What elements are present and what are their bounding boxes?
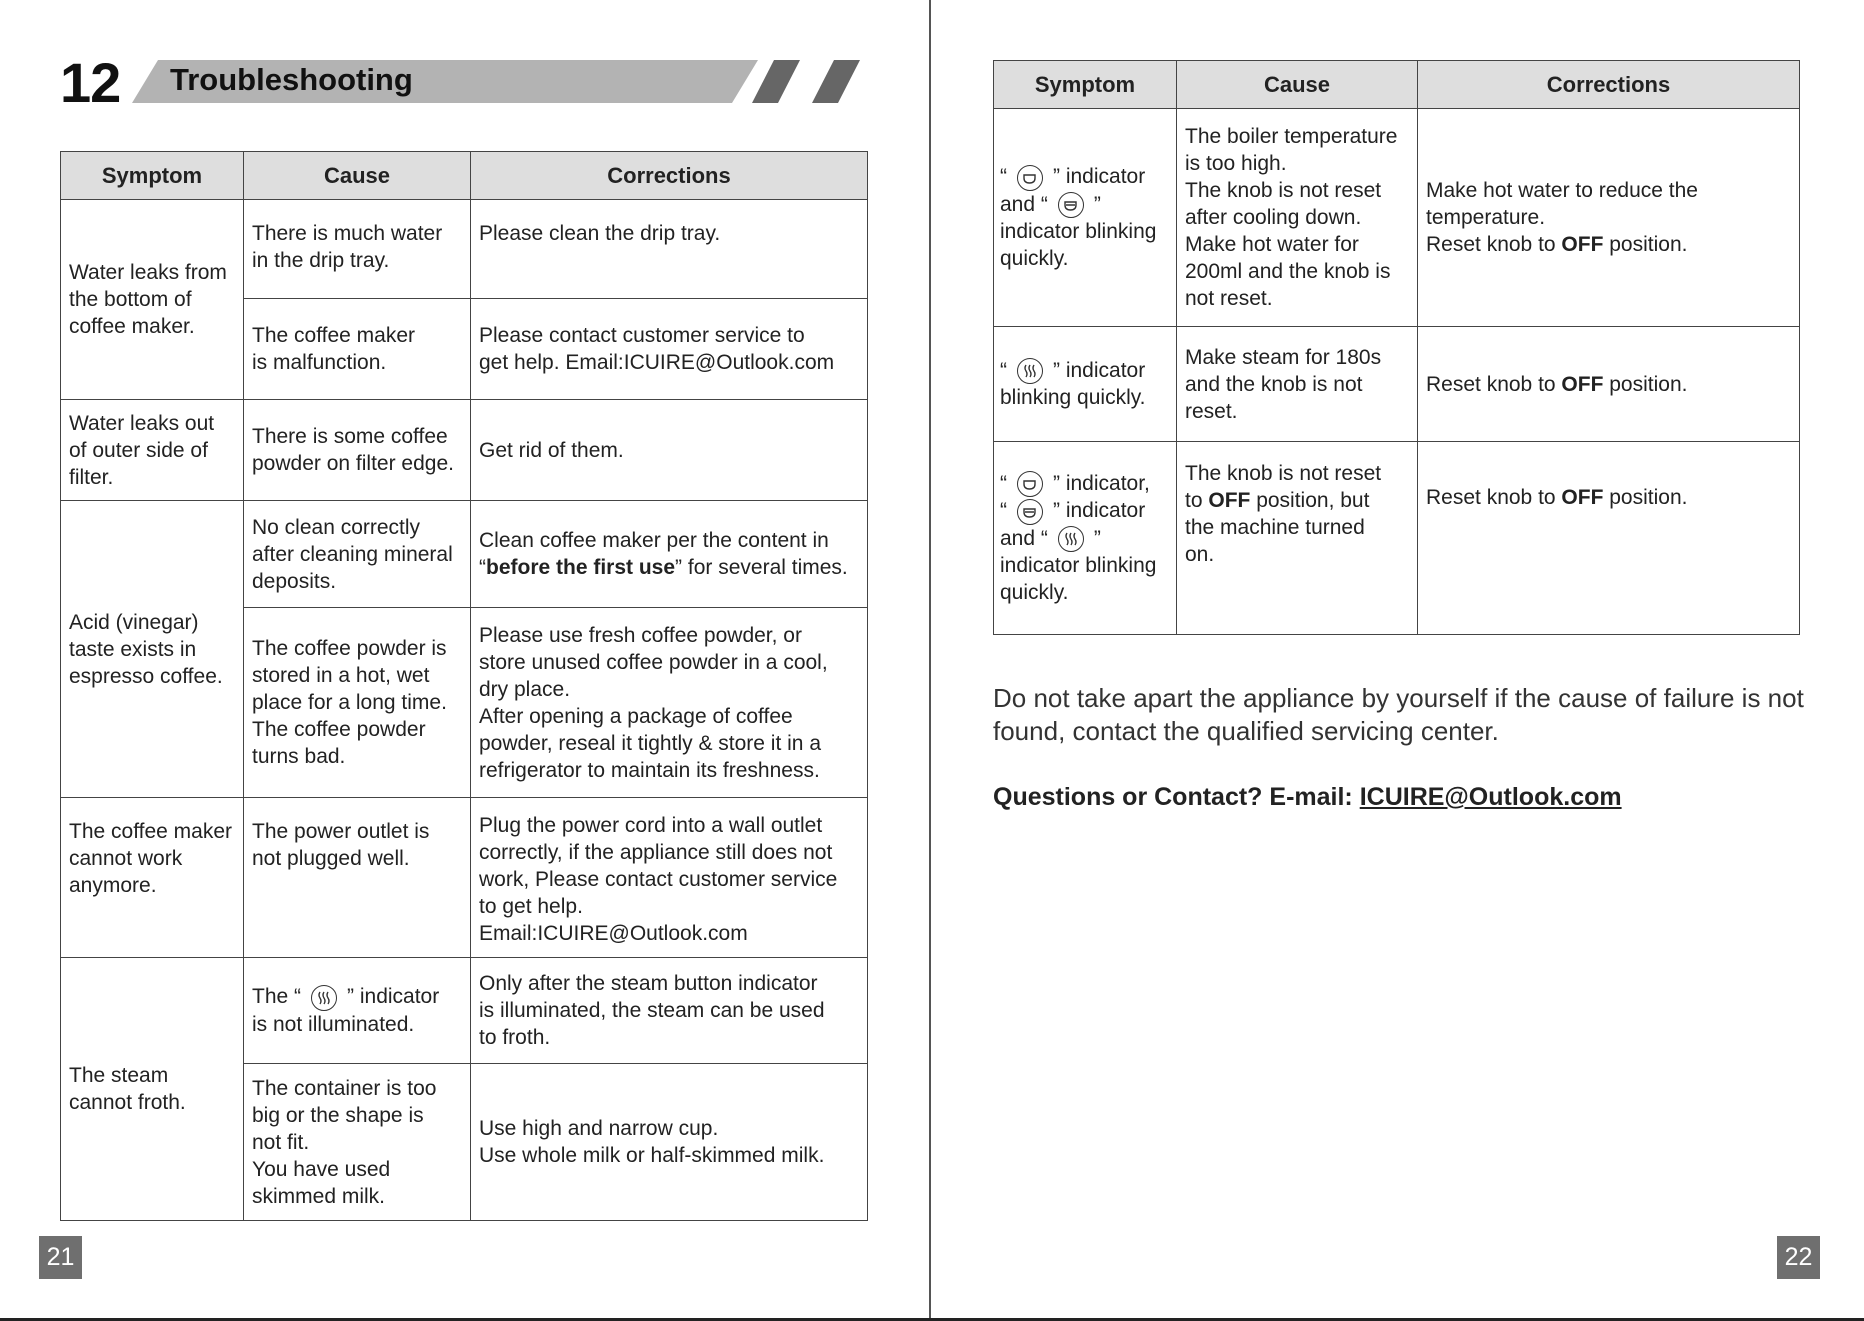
symptom-cell: [994, 327, 1177, 442]
cause-cell: The coffee maker is malfunction.: [244, 299, 471, 400]
symptom-cell: Acid (vinegar) taste exists in espresso coffee.: [61, 501, 244, 798]
cause-cell: [1177, 442, 1418, 635]
troubleshooting-table-left: [60, 151, 868, 1221]
correction-cell: [471, 501, 868, 608]
double-cup-icon: [1058, 192, 1084, 218]
decorative-stripe: [812, 60, 860, 103]
correction-text: Clean coffee maker per the content in: [479, 529, 829, 552]
header-cause: Cause: [1177, 61, 1418, 109]
cause-cell: Make steam for 180s and the knob is not reset.: [1177, 327, 1418, 442]
symptom-cell: Water leaks from the bottom of coffee maker.: [61, 200, 244, 400]
page-divider: [929, 0, 931, 1321]
symptom-text: blinking quickly.: [1000, 386, 1146, 410]
cup-icon: [1017, 165, 1043, 191]
steam-icon: [1058, 526, 1084, 552]
cause-cell: There is much water in the drip tray.: [244, 200, 471, 299]
service-note: Do not take apart the appliance by yourself if the cause of failure is not found, contact the qualified servicing center.: [993, 683, 1804, 746]
quote-open: “: [1000, 499, 1007, 523]
quote-open: “: [1000, 471, 1007, 495]
contact-line: [993, 783, 1622, 812]
symptom-text: quickly.: [1000, 246, 1069, 270]
correction-cell: Get rid of them.: [471, 400, 868, 501]
symptom-text: and “: [1000, 192, 1048, 216]
contact-label: Questions or Contact? E-mail:: [993, 783, 1360, 811]
correction-cell: Please use fresh coffee powder, or store unused coffee powder in a cool, dry place. After opening a package of coffee powder, reseal it tightly & store it in a refrigerator to maintain its freshness.: [471, 608, 868, 798]
symptom-cell: Water leaks out of outer side of filter.: [61, 400, 244, 501]
correction-cell: Only after the steam button indicator is illuminated, the steam can be used to froth.: [471, 958, 868, 1064]
quote-open: “: [479, 556, 486, 579]
header-corrections: Corrections: [471, 152, 868, 200]
header-symptom: Symptom: [994, 61, 1177, 109]
correction-cell: Use high and narrow cup. Use whole milk or half-skimmed milk.: [471, 1064, 868, 1221]
page-number-right: 22: [1777, 1236, 1820, 1279]
header-symptom: Symptom: [61, 152, 244, 200]
cause-cell: [244, 958, 471, 1064]
cause-cell: There is some coffee powder on filter edge.: [244, 400, 471, 501]
symptom-text: indicator blinking: [1000, 554, 1157, 578]
cause-text: to: [1185, 489, 1209, 512]
correction-text: Make hot water to reduce the temperature.: [1426, 179, 1698, 229]
contact-email-link[interactable]: ICUIRE@Outlook.com: [1359, 783, 1622, 811]
cause-text: the machine turned on.: [1185, 516, 1365, 566]
symptom-cell: The steam cannot froth.: [61, 958, 244, 1221]
double-cup-icon: [1017, 499, 1043, 525]
off-emphasis: OFF: [1561, 372, 1604, 396]
cause-cell: The container is too big or the shape is not fit. You have used skimmed milk.: [244, 1064, 471, 1221]
quote-open: The “: [252, 985, 302, 1009]
symptom-text: indicator blinking: [1000, 219, 1157, 243]
symptom-text: ” indicator: [1053, 499, 1146, 523]
page-number-left: 21: [39, 1236, 82, 1279]
correction-text: position.: [1603, 233, 1688, 256]
symptom-text: ” indicator,: [1053, 471, 1150, 495]
off-emphasis: OFF: [1208, 489, 1251, 512]
cause-text: is not illuminated.: [252, 1012, 415, 1036]
steam-icon: [311, 985, 337, 1011]
quote-open: “: [1000, 165, 1007, 189]
correction-cell: Please clean the drip tray.: [471, 200, 868, 299]
cause-cell: The power outlet is not plugged well.: [244, 798, 471, 958]
correction-text: Reset knob to: [1426, 233, 1562, 256]
symptom-text: and “: [1000, 526, 1048, 550]
symptom-text: quickly.: [1000, 581, 1069, 605]
quote-close: ”: [1093, 526, 1101, 550]
correction-text: position.: [1603, 486, 1688, 509]
correction-text: Reset knob to: [1426, 486, 1562, 509]
cause-cell: No clean correctly after cleaning mineral deposits.: [244, 501, 471, 608]
steam-icon: [1017, 358, 1043, 384]
cup-icon: [1017, 471, 1043, 497]
symptom-text: ” indicator: [1053, 165, 1146, 189]
quote-close: ”: [1093, 192, 1101, 216]
emphasis-text: before the first use: [486, 556, 676, 579]
header-corrections: Corrections: [1418, 61, 1800, 109]
correction-text: position.: [1603, 372, 1688, 396]
cause-text: The knob is not reset: [1185, 462, 1382, 485]
correction-cell: Please contact customer service to get help. Email:ICUIRE@Outlook.com: [471, 299, 868, 400]
troubleshooting-table-right: [993, 60, 1800, 635]
correction-cell: [1418, 109, 1800, 327]
symptom-cell: [994, 442, 1177, 635]
cause-cell: The boiler temperature is too high. The knob is not reset after cooling down. Make hot water for 200ml and the knob is not reset.: [1177, 109, 1418, 327]
symptom-cell: [994, 109, 1177, 327]
symptom-text: ” indicator: [1053, 358, 1146, 382]
correction-text: Reset knob to: [1426, 372, 1562, 396]
decorative-stripe: [752, 60, 800, 103]
symptom-cell: The coffee maker cannot work anymore.: [61, 798, 244, 958]
section-title: Troubleshooting: [170, 62, 413, 97]
correction-cell: [1418, 442, 1800, 635]
section-number: 12: [60, 51, 121, 114]
header-cause: Cause: [244, 152, 471, 200]
off-emphasis: OFF: [1561, 486, 1604, 509]
quote-open: “: [1000, 358, 1007, 382]
correction-cell: [1418, 327, 1800, 442]
off-emphasis: OFF: [1561, 233, 1604, 256]
correction-cell: Plug the power cord into a wall outlet correctly, if the appliance still does not work, Please contact customer service to get help. Email:ICUIRE@Outlook.com: [471, 798, 868, 958]
cause-text: ” indicator: [347, 985, 440, 1009]
quote-close: ” for several times.: [675, 556, 848, 579]
cause-text: position, but: [1250, 489, 1370, 512]
cause-cell: The coffee powder is stored in a hot, wet place for a long time. The coffee powder turns bad.: [244, 608, 471, 798]
